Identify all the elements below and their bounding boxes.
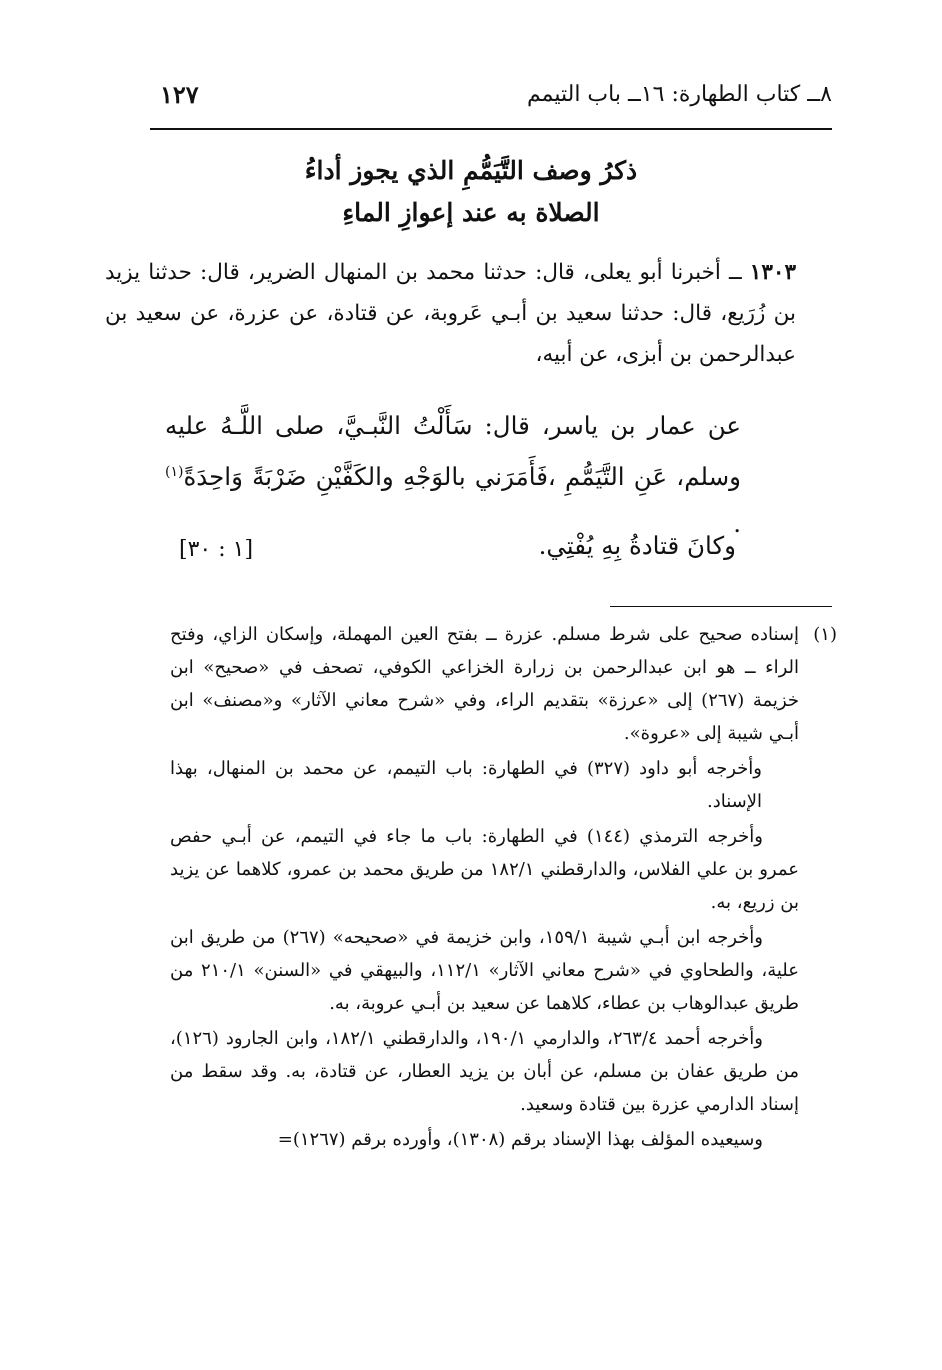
heading-line-1: ذكرُ وصف التَّيَمُّمِ الذي يجوز أداءُ — [304, 156, 638, 185]
page-header — [160, 82, 832, 122]
footnotes — [170, 618, 837, 1158]
matn-last-line: وكانَ قتادةُ بِهِ يُفْتِي. — [538, 531, 736, 560]
footnote-paragraph: وسيعيده المؤلف بهذا الإسناد برقم (١٣٠٨)، وأورده برقم (١٢٦٧)= — [277, 1129, 763, 1150]
matn-closing-line — [165, 522, 772, 572]
footnote-text: إسناده صحيح على شرط مسلم. عزرة ــ بفتح العين المهملة، وإسكان الزاي، وفتح الراء ــ هو ابن عبدالرحمن بن زرارة الخزاعي الكوفي، تصحف في «صحيح» ابن خزيمة (٢٦٧) إلى «عرزة» بتقديم الراء، وفي «شرح معاني الآثار» و«مصنف» ابن أبـي شيبة إلى «عروة». — [170, 624, 800, 744]
page-number: ١٢٧ — [160, 80, 199, 109]
isnad-paragraph — [105, 252, 832, 375]
matn-text: عن عمار بن ياسر، قال: سَأَلْتُ النَّبـيَّ، صلى اللَّـهُ عليه وسلم، عَنِ التَّيَمُّمِ ،فَأَمَرَني بالوَجْهِ والكَفَّيْنِ ضَرْبَةً وَاحِدَةً — [165, 411, 741, 492]
footnote-paragraph: وأخرجه أبو داود (٣٢٧) في الطهارة: باب التيمم، عن محمد بن المنهال، بهذا الإسناد. — [170, 758, 762, 812]
hadith-number: ١٣٠٣ — [749, 260, 796, 285]
header-rule — [150, 128, 832, 130]
footnote-paragraph: وأخرجه أحمد ٢٦٣/٤، والدارمي ١٩٠/١، والدارقطني ١٨٢/١، وابن الجارود (١٢٦)، من طريق عفان بن مسلم، عن أبان بن يزيد العطار، عن قتادة، به. وقد سقط من إسناد الدارمي عزرة بين قتادة وسعيد. — [170, 1028, 799, 1115]
footnote-marker: (١) — [165, 464, 184, 480]
footnote-rule — [610, 606, 832, 607]
footnote-paragraph: وأخرجه الترمذي (١٤٤) في الطهارة: باب ما جاء في التيمم، عن أبـي حفص عمرو بن علي الفلاس، والدارقطني ١٨٢/١ من طريق محمد بن عمرو، كلاهما عن يزيد بن زريع، به. — [170, 826, 800, 913]
hadith-reference: [١ : ٣٠] — [179, 537, 254, 562]
footnote-paragraph: وأخرجه ابن أبـي شيبة ١٥٩/١، وابن خزيمة في «صحيحه» (٢٦٧) من طريق ابن علية، والطحاوي في «شرح معاني الآثار» ١١٢/١، والبيهقي في «السنن» ٢١٠/١ من طريق عبدالوهاب بن عطاء، كلاهما عن سعيد بن أبـي عروبة، به. — [170, 927, 800, 1014]
footnote-number: (١) — [813, 624, 837, 645]
isnad-text: ــ أخبرنا أبو يعلى، قال: حدثنا محمد بن المنهال الضرير، قال: حدثنا يزيد بن زُرَيع، قال: حدثنا سعيد بن أبـي عَروبة، عن قتادة، عن عزرة، عن سعيد بن عبدالرحمن بن أبزى، عن أبيه، — [105, 260, 796, 367]
footnote-paragraph — [170, 618, 837, 750]
chapter-heading — [170, 150, 772, 234]
running-title: ٨ــ كتاب الطهارة: ١٦ــ باب التيمم — [526, 82, 832, 107]
hadith-isnad — [105, 252, 832, 375]
heading-line-2: الصلاة به عند إعوازِ الماءِ — [342, 198, 600, 227]
matn-end-mark: . — [733, 509, 741, 539]
